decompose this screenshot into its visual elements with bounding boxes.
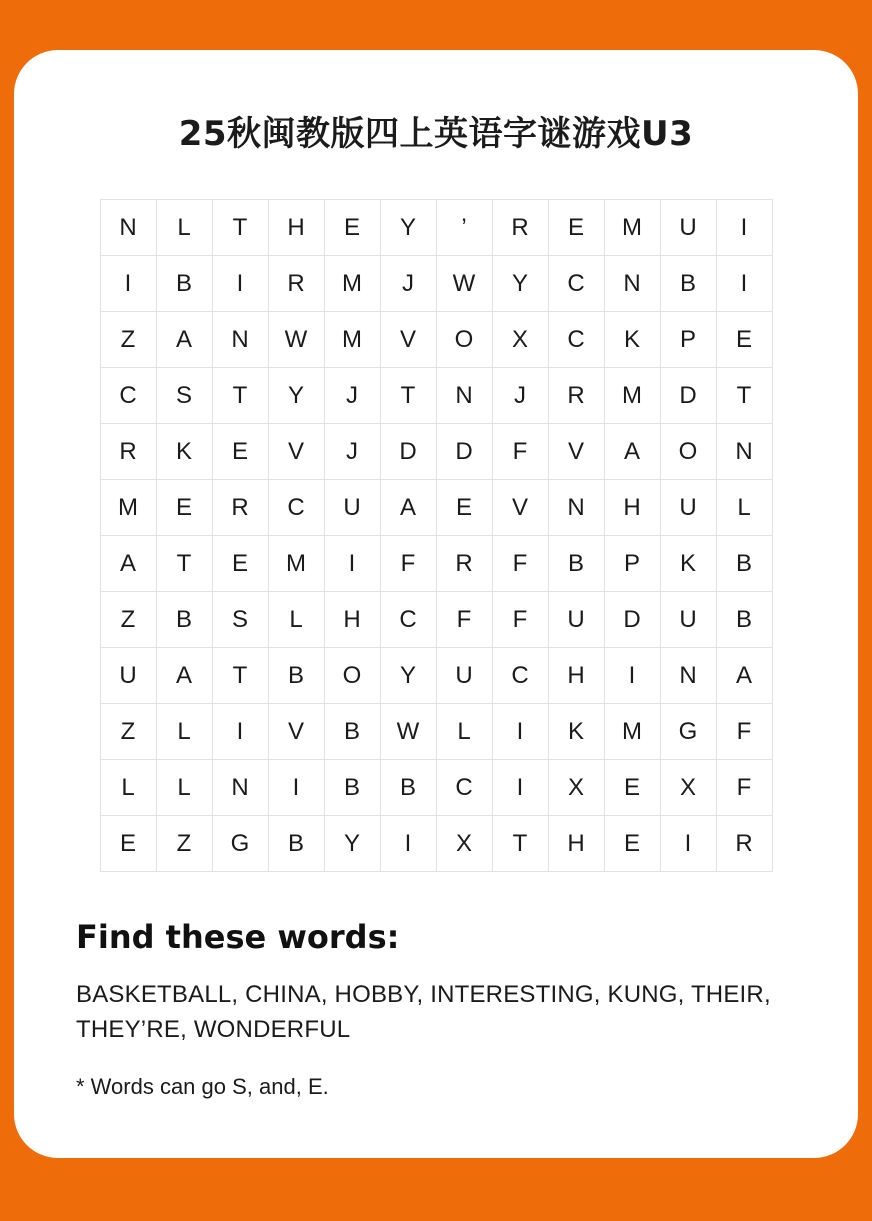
- grid-cell[interactable]: Y: [492, 256, 548, 312]
- grid-cell[interactable]: S: [156, 368, 212, 424]
- grid-cell[interactable]: B: [716, 536, 772, 592]
- grid-cell[interactable]: L: [436, 704, 492, 760]
- grid-cell[interactable]: I: [492, 760, 548, 816]
- grid-cell[interactable]: H: [324, 592, 380, 648]
- grid-cell[interactable]: B: [548, 536, 604, 592]
- grid-cell[interactable]: B: [324, 760, 380, 816]
- grid-cell[interactable]: M: [604, 704, 660, 760]
- grid-cell[interactable]: P: [604, 536, 660, 592]
- grid-cell[interactable]: E: [548, 200, 604, 256]
- grid-row: [100, 648, 772, 704]
- grid-cell[interactable]: V: [268, 704, 324, 760]
- grid-cell[interactable]: A: [380, 480, 436, 536]
- grid-row: [100, 368, 772, 424]
- grid-cell[interactable]: N: [716, 424, 772, 480]
- grid-row: [100, 816, 772, 872]
- grid-cell[interactable]: H: [548, 816, 604, 872]
- grid-cell[interactable]: C: [548, 312, 604, 368]
- grid-cell[interactable]: G: [660, 704, 716, 760]
- grid-cell[interactable]: I: [268, 760, 324, 816]
- grid-cell[interactable]: Z: [100, 704, 156, 760]
- grid-cell[interactable]: R: [436, 536, 492, 592]
- grid-cell[interactable]: F: [492, 536, 548, 592]
- grid-cell[interactable]: U: [660, 480, 716, 536]
- grid-cell[interactable]: F: [716, 704, 772, 760]
- grid-cell[interactable]: L: [156, 200, 212, 256]
- grid-cell[interactable]: Y: [268, 368, 324, 424]
- grid-cell[interactable]: V: [548, 424, 604, 480]
- grid-cell[interactable]: A: [156, 648, 212, 704]
- grid-cell[interactable]: B: [156, 592, 212, 648]
- grid-cell[interactable]: T: [212, 368, 268, 424]
- word-search-grid-container: [76, 199, 796, 872]
- grid-cell[interactable]: W: [380, 704, 436, 760]
- grid-cell[interactable]: A: [100, 536, 156, 592]
- grid-cell[interactable]: T: [212, 200, 268, 256]
- page-title: 25秋闽教版四上英语字谜游戏U3: [178, 114, 694, 154]
- grid-cell[interactable]: R: [492, 200, 548, 256]
- grid-cell[interactable]: E: [156, 480, 212, 536]
- grid-cell[interactable]: C: [268, 480, 324, 536]
- grid-cell[interactable]: K: [660, 536, 716, 592]
- grid-cell[interactable]: F: [716, 760, 772, 816]
- grid-row: [100, 480, 772, 536]
- grid-cell[interactable]: B: [268, 816, 324, 872]
- grid-cell[interactable]: I: [604, 648, 660, 704]
- direction-note: * Words can go S, and, E.: [76, 1073, 329, 1099]
- grid-cell[interactable]: H: [548, 648, 604, 704]
- grid-cell[interactable]: F: [380, 536, 436, 592]
- grid-cell[interactable]: O: [660, 424, 716, 480]
- grid-cell[interactable]: B: [716, 592, 772, 648]
- grid-cell[interactable]: O: [436, 312, 492, 368]
- word-list: BASKETBALL, CHINA, HOBBY, INTERESTING, KUNG, THEIR, THEY’RE, WONDERFUL: [76, 981, 771, 1043]
- grid-row: [100, 536, 772, 592]
- grid-row: [100, 592, 772, 648]
- grid-cell[interactable]: S: [212, 592, 268, 648]
- grid-row: [100, 424, 772, 480]
- grid-cell[interactable]: O: [324, 648, 380, 704]
- grid-cell[interactable]: D: [380, 424, 436, 480]
- grid-cell[interactable]: E: [324, 200, 380, 256]
- grid-cell[interactable]: ’: [436, 200, 492, 256]
- grid-cell[interactable]: M: [604, 368, 660, 424]
- grid-cell[interactable]: N: [604, 256, 660, 312]
- grid-cell[interactable]: V: [492, 480, 548, 536]
- grid-cell[interactable]: N: [212, 760, 268, 816]
- grid-row: [100, 200, 772, 256]
- grid-cell[interactable]: B: [268, 648, 324, 704]
- grid-cell[interactable]: F: [492, 424, 548, 480]
- grid-row: [100, 312, 772, 368]
- grid-cell[interactable]: J: [324, 368, 380, 424]
- grid-cell[interactable]: F: [436, 592, 492, 648]
- grid-cell[interactable]: C: [100, 368, 156, 424]
- grid-cell[interactable]: U: [100, 648, 156, 704]
- grid-cell[interactable]: N: [436, 368, 492, 424]
- grid-cell[interactable]: B: [156, 256, 212, 312]
- grid-cell[interactable]: E: [436, 480, 492, 536]
- grid-cell[interactable]: T: [492, 816, 548, 872]
- grid-cell[interactable]: D: [660, 368, 716, 424]
- grid-cell[interactable]: E: [212, 424, 268, 480]
- grid-cell[interactable]: R: [268, 256, 324, 312]
- grid-cell[interactable]: M: [324, 256, 380, 312]
- grid-cell[interactable]: I: [212, 256, 268, 312]
- grid-cell[interactable]: A: [604, 424, 660, 480]
- grid-cell[interactable]: D: [604, 592, 660, 648]
- grid-cell[interactable]: T: [380, 368, 436, 424]
- grid-cell[interactable]: A: [716, 648, 772, 704]
- grid-cell[interactable]: W: [268, 312, 324, 368]
- grid-cell[interactable]: A: [156, 312, 212, 368]
- grid-cell[interactable]: D: [436, 424, 492, 480]
- grid-cell[interactable]: U: [436, 648, 492, 704]
- grid-cell[interactable]: Z: [100, 312, 156, 368]
- grid-cell[interactable]: J: [492, 368, 548, 424]
- find-words-heading: Find these words:: [76, 918, 400, 956]
- grid-cell[interactable]: X: [548, 760, 604, 816]
- grid-cell[interactable]: I: [716, 256, 772, 312]
- grid-cell[interactable]: C: [380, 592, 436, 648]
- grid-cell[interactable]: Z: [100, 592, 156, 648]
- grid-cell[interactable]: C: [492, 648, 548, 704]
- grid-cell[interactable]: L: [156, 760, 212, 816]
- grid-cell[interactable]: K: [604, 312, 660, 368]
- grid-cell[interactable]: I: [324, 536, 380, 592]
- grid-cell[interactable]: L: [100, 760, 156, 816]
- grid-cell[interactable]: R: [716, 816, 772, 872]
- grid-cell[interactable]: H: [268, 200, 324, 256]
- grid-cell[interactable]: U: [548, 592, 604, 648]
- grid-cell[interactable]: M: [100, 480, 156, 536]
- grid-row: [100, 704, 772, 760]
- grid-cell[interactable]: L: [156, 704, 212, 760]
- grid-cell[interactable]: R: [212, 480, 268, 536]
- grid-cell[interactable]: N: [660, 648, 716, 704]
- grid-cell[interactable]: M: [268, 536, 324, 592]
- grid-cell[interactable]: M: [324, 312, 380, 368]
- grid-cell[interactable]: E: [212, 536, 268, 592]
- grid-cell[interactable]: E: [716, 312, 772, 368]
- grid-cell[interactable]: T: [716, 368, 772, 424]
- grid-cell[interactable]: N: [212, 312, 268, 368]
- grid-cell[interactable]: K: [156, 424, 212, 480]
- grid-cell[interactable]: Y: [380, 648, 436, 704]
- grid-cell[interactable]: R: [548, 368, 604, 424]
- grid-cell[interactable]: B: [324, 704, 380, 760]
- grid-cell[interactable]: X: [492, 312, 548, 368]
- grid-cell[interactable]: U: [324, 480, 380, 536]
- grid-cell[interactable]: H: [604, 480, 660, 536]
- grid-cell[interactable]: Y: [380, 200, 436, 256]
- grid-cell[interactable]: I: [716, 200, 772, 256]
- grid-cell[interactable]: X: [660, 760, 716, 816]
- grid-cell[interactable]: P: [660, 312, 716, 368]
- grid-cell[interactable]: F: [492, 592, 548, 648]
- grid-cell[interactable]: I: [660, 816, 716, 872]
- grid-cell[interactable]: E: [100, 816, 156, 872]
- grid-cell[interactable]: B: [380, 760, 436, 816]
- grid-cell[interactable]: R: [100, 424, 156, 480]
- grid-cell[interactable]: T: [156, 536, 212, 592]
- grid-cell[interactable]: C: [436, 760, 492, 816]
- grid-cell[interactable]: N: [548, 480, 604, 536]
- worksheet-card: [14, 50, 858, 1158]
- grid-cell[interactable]: J: [324, 424, 380, 480]
- grid-cell[interactable]: E: [604, 760, 660, 816]
- grid-cell[interactable]: E: [604, 816, 660, 872]
- grid-cell[interactable]: I: [380, 816, 436, 872]
- grid-cell[interactable]: C: [548, 256, 604, 312]
- grid-cell[interactable]: V: [380, 312, 436, 368]
- grid-cell[interactable]: M: [604, 200, 660, 256]
- grid-cell[interactable]: Y: [324, 816, 380, 872]
- grid-cell[interactable]: V: [268, 424, 324, 480]
- grid-cell[interactable]: I: [212, 704, 268, 760]
- grid-cell[interactable]: L: [716, 480, 772, 536]
- grid-cell[interactable]: T: [212, 648, 268, 704]
- grid-cell[interactable]: I: [100, 256, 156, 312]
- grid-row: [100, 256, 772, 312]
- grid-cell[interactable]: B: [660, 256, 716, 312]
- grid-cell[interactable]: I: [492, 704, 548, 760]
- grid-cell[interactable]: N: [100, 200, 156, 256]
- grid-cell[interactable]: W: [436, 256, 492, 312]
- word-search-grid[interactable]: [100, 199, 773, 872]
- grid-row: [100, 760, 772, 816]
- grid-cell[interactable]: K: [548, 704, 604, 760]
- grid-cell[interactable]: Z: [156, 816, 212, 872]
- grid-cell[interactable]: U: [660, 592, 716, 648]
- grid-cell[interactable]: U: [660, 200, 716, 256]
- grid-cell[interactable]: L: [268, 592, 324, 648]
- grid-cell[interactable]: J: [380, 256, 436, 312]
- grid-cell[interactable]: G: [212, 816, 268, 872]
- grid-cell[interactable]: X: [436, 816, 492, 872]
